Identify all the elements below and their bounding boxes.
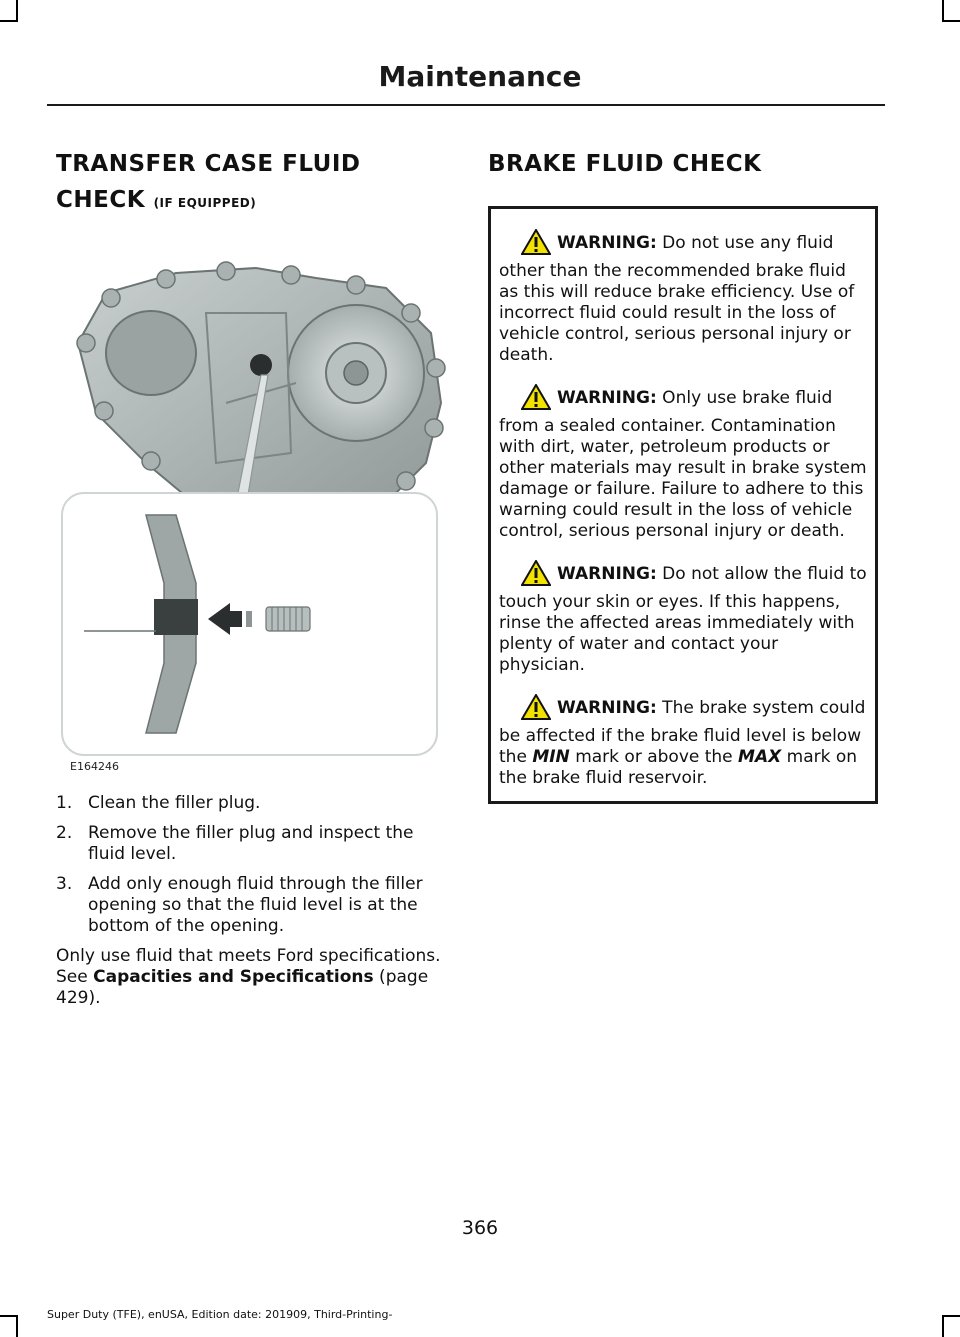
- transfer-case-illustration: [56, 233, 446, 773]
- warning-item: [499, 229, 869, 366]
- warning-icon: [521, 229, 551, 261]
- transfer-case-title: TRANSFER CASE FLUID: [56, 151, 361, 177]
- transfer-case-heading: [56, 146, 448, 221]
- crop-mark: [942, 1315, 944, 1337]
- capacities-link[interactable]: Capacities and Specifications: [93, 967, 374, 987]
- warning-box: [488, 206, 878, 804]
- crop-mark: [16, 0, 18, 22]
- warning-text: The brake system could be affected if the brake fluid level is below the: [499, 698, 866, 767]
- spec-note: [56, 946, 448, 1009]
- plug-detail: [266, 607, 310, 631]
- warning-text: mark on the brake fluid reservoir.: [499, 747, 858, 788]
- page-header-title: Maintenance: [378, 60, 582, 93]
- if-equipped-qualifier: (IF EQUIPPED): [153, 196, 257, 210]
- crop-mark: [942, 1315, 960, 1317]
- warning-label: WARNING:: [557, 698, 657, 718]
- list-item: [56, 823, 448, 865]
- step-number: 2.: [56, 823, 73, 843]
- transfer-case-title-line2: CHECK: [56, 187, 146, 213]
- warning-icon: [521, 694, 551, 726]
- warning-label: WARNING:: [557, 233, 657, 253]
- warning-text: Do not allow the fluid to touch your skin or eyes. If this happens, rinse the affected areas immediately with plenty of water and contact your physician.: [499, 564, 867, 675]
- footer-edition: Super Duty (TFE), enUSA, Edition date: 201909, Third-Printing-: [47, 1308, 393, 1321]
- warning-item: [499, 560, 869, 676]
- crop-mark: [942, 20, 960, 22]
- note-page-ref: (page 429).: [56, 967, 429, 1008]
- header-rule: [47, 104, 885, 106]
- crop-mark: [0, 20, 18, 22]
- crop-mark: [942, 0, 944, 22]
- step-text: Add only enough fluid through the filler opening so that the fluid level is at the bottom of the opening.: [88, 874, 423, 936]
- min-mark-label: MIN: [532, 747, 570, 767]
- warning-item: [499, 384, 869, 542]
- transfer-case-steps: [56, 793, 448, 937]
- crop-mark: [16, 1315, 18, 1337]
- transfer-case-figure: [56, 233, 446, 773]
- figure-code: E164246: [70, 760, 119, 773]
- warning-item: [499, 694, 869, 789]
- warning-label: WARNING:: [557, 388, 657, 408]
- list-item: [56, 793, 448, 814]
- right-column: [488, 146, 878, 804]
- crop-mark: [0, 1315, 18, 1317]
- step-number: 1.: [56, 793, 73, 813]
- left-column: [56, 146, 448, 1009]
- warning-text: Only use brake fluid from a sealed container. Contamination with dirt, water, petroleum products or other materials may result in brake system damage or failure. Failure to adhere to this warning could result in the loss of vehicle control, serious personal injury or death.: [499, 388, 867, 541]
- warning-icon: [521, 384, 551, 416]
- warning-text: mark or above the: [569, 747, 739, 767]
- list-item: [56, 874, 448, 937]
- note-text: Only use fluid that meets Ford specifications. See: [56, 946, 441, 987]
- brake-fluid-heading: BRAKE FLUID CHECK: [488, 151, 762, 177]
- step-text: Remove the filler plug and inspect the fluid level.: [88, 823, 414, 864]
- max-mark-label: MAX: [738, 747, 782, 767]
- warning-icon: [521, 560, 551, 592]
- warning-label: WARNING:: [557, 564, 657, 584]
- step-text: Clean the filler plug.: [88, 793, 261, 813]
- page-number: 366: [461, 1217, 499, 1239]
- warning-text: Do not use any fluid other than the recommended brake fluid as this will reduce brake efficiency. Use of incorrect fluid could result in the loss of vehicle control, serious personal injury or death.: [499, 233, 855, 365]
- filler-plug: [250, 354, 272, 376]
- step-number: 3.: [56, 874, 73, 894]
